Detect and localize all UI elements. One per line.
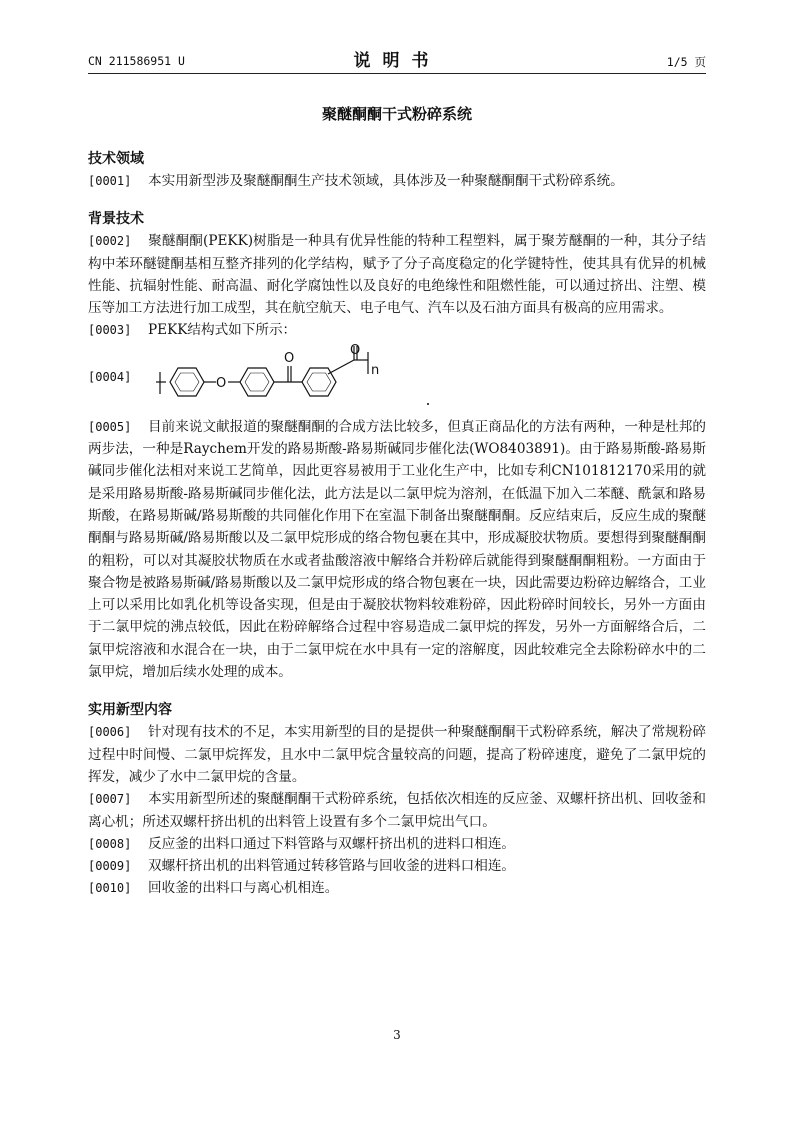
carbonyl-oxygen-label: O [350,343,361,358]
section-heading-field: 技术领域 [88,151,144,167]
document-body [88,148,706,900]
paragraph-0009 [88,855,706,877]
paragraph-text: 针对现有技术的不足，本实用新型的目的是提供一种聚醚酮酮干式粉碎系统，解决了常规粉碎过程中时间慢、二氯甲烷挥发，且水中二氯甲烷含量较高的问题，提高了粉碎速度，避免了二氯甲烷的挥发，减少了水中二氯甲烷的含量。 [88,724,706,785]
paragraph-number: [0004] [88,369,132,384]
repeat-unit-subscript: n [371,362,380,378]
paragraph-0005 [88,416,706,684]
paragraph-0001 [88,170,706,192]
page-number: 3 [393,1028,401,1042]
document-title: 聚醚酮酮干式粉碎系统 [321,105,472,123]
paragraph-text: 双螺杆挤出机的出料管通过转移管路与回收釜的进料口相连。 [148,858,516,875]
paragraph-number: [0006] [88,725,132,740]
paragraph-text: 反应釜的出料口通过下料管路与双螺杆挤出机的进料口相连。 [148,835,516,852]
paragraph-text: PEKK结构式如下所示： [148,322,297,339]
paragraph-number: [0001] [88,174,132,188]
pekk-structural-formula [156,344,456,416]
publication-number: CN 211586951 U [88,54,185,68]
paragraph-0006 [88,721,706,788]
paragraph-text: 目前来说文献报道的聚醚酮酮的合成方法比较多，但真正商品化的方法有两种，一种是杜邦的两步法，一种是Raychem开发的路易斯酸-路易斯碱同步催化法(WO8403891)。由于路易斯酸-路易斯碱同步催化法相对来说工艺简单，因此更容易被用于工业化生产中，比如专利CN101812170采用的就是采用路易斯酸-路易斯碱同步催化法，此方法是以二氯甲烷为溶剂，在低温下加入二苯醚、酰氯和路易斯酸，在路易斯碱/路易斯酸的共同催化作用下在室温下制备出聚醚酮酮。反应结束后，反应生成的聚醚酮酮与路易斯碱/路易斯酸以及二氯甲烷形成的络合物包裹在其中，形成凝胶状物质。要想得到聚醚酮酮的粗粉，可以对其凝胶状物质在水或者盐酸溶液中解络合并粉碎后就能得到聚醚酮酮粗粉。一方面由于聚合物是被路易斯碱/路易斯酸以及二氯甲烷形成的络合物包裹在一块，因此需要边粉碎边解络合，工业上可以采用比如乳化机等设备实现，但是由于凝胶状物料较难粉碎，因此粉碎时间较长，另外一方面由于二氯甲烷的沸点较低，因此在粉碎解络合过程中容易造成二氯甲烷的挥发，另外一方面解络合后，二氯甲烷溶液和水混合在一块，由于二氯甲烷在水中具有一定的溶解度，因此较难完全去除粉碎水中的二氯甲烷，增加后续水处理的成本。 [88,418,706,681]
ether-oxygen-label: O [216,375,227,391]
page-header [88,46,706,72]
paragraph-text: 本实用新型涉及聚醚酮酮生产技术领域，具体涉及一种聚醚酮酮干式粉碎系统。 [148,173,624,189]
paragraph-0010 [88,877,706,899]
section-heading-content: 实用新型内容 [88,702,172,719]
paragraph-0003 [88,319,706,341]
paragraph-number: [0005] [88,419,132,434]
paragraph-0002 [88,230,706,319]
paragraph-number: [0009] [88,859,132,874]
header-divider [88,73,706,74]
page-indicator: 1/5 页 [666,55,706,69]
paragraph-number: [0007] [88,792,132,807]
carbonyl-oxygen-label: O [284,350,295,366]
paragraph-0008 [88,833,706,855]
paragraph-0007 [88,788,706,833]
section-heading-background: 背景技术 [88,211,144,228]
document-type-label: 说明书 [353,51,441,71]
paragraph-0004 [88,344,706,416]
paragraph-number: [0002] [88,234,132,249]
paragraph-text: 聚醚酮酮(PEKK)树脂是一种具有优异性能的特种工程塑料，属于聚芳醚酮的一种，其分子结构中苯环醚键酮基相互整齐排列的化学结构，赋予了分子高度稳定的化学键特性，使其具有优异的机械性能、抗辐射性能、耐高温、耐化学腐蚀性以及良好的电绝缘性和阻燃性能，可以通过挤出、注塑、模压等加工方法进行加工成型，其在航空航天、电子电气、汽车以及石油方面具有极高的应用需求。 [88,233,706,317]
paragraph-number: [0008] [88,836,132,851]
paragraph-number: [0003] [88,323,132,338]
paragraph-text: 本实用新型所述的聚醚酮酮干式粉碎系统，包括依次相连的反应釜、双螺杆挤出机、回收釜和离心机；所述双螺杆挤出机的出料管上设置有多个二氯甲烷出气口。 [88,791,706,830]
paragraph-text: 回收釜的出料口与离心机相连。 [148,880,339,897]
formula-end-dot [427,403,429,405]
paragraph-number: [0010] [88,881,132,896]
